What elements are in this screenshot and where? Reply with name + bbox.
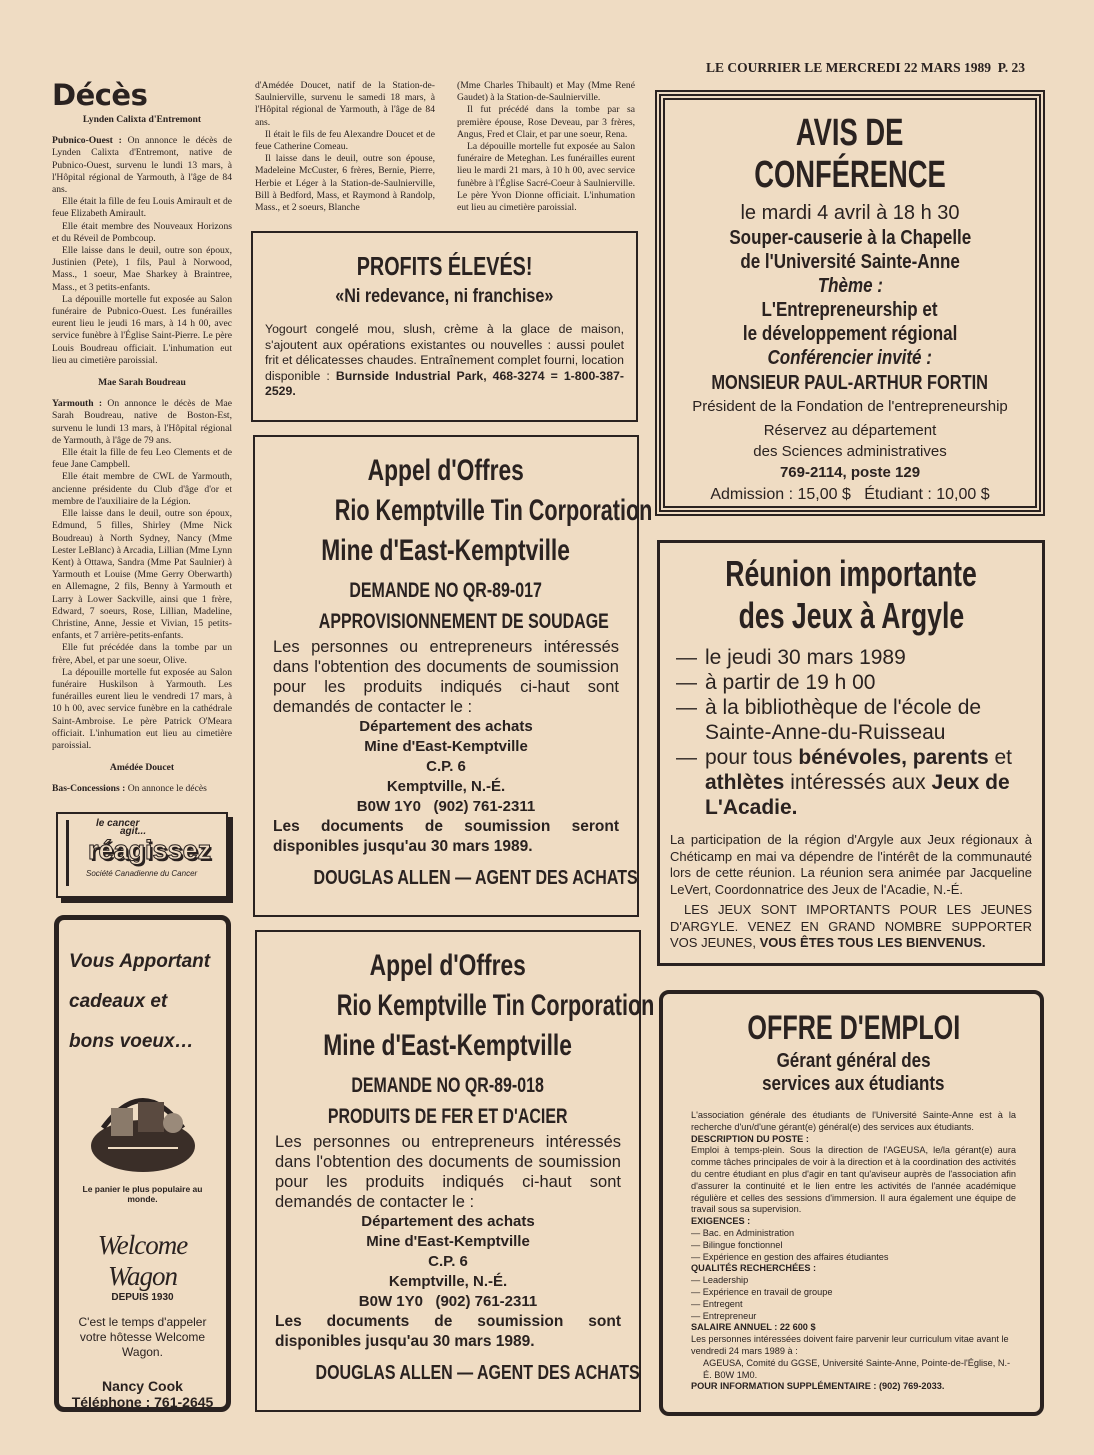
- quality: — Expérience en travail de groupe: [691, 1286, 833, 1297]
- reunion-item-text: le jeudi 30 mars 1989: [705, 646, 906, 669]
- emploi-desc: Emploi à temps-plein. Sous la direction de l'AGEUSA, le/la gérant(e) aura comme tâches principales de voir à la direction et à la coordination des activités du centre étudiant en plus d'agir en tant qu'aviseur auprès de l'association afin d'assurer la continuité et le lien entre les activités de l'année académique régulière et celles des sessions d'immersion. Il aura également une équipe de travail sous sa supervision.: [691, 1145, 1016, 1215]
- reunion-title: des Jeux à Argyle: [738, 595, 964, 636]
- page-header: [706, 60, 1025, 76]
- reunion-item-text: à partir de 19 h 00: [705, 671, 876, 694]
- address-line: B0W 1Y0 (902) 761-2311: [358, 1293, 538, 1310]
- tagline-line: Vous Apportant: [69, 951, 211, 972]
- obit-para: Elle fut précédée dans la tombe par un frère, Abel, et par une soeur, Olive.: [52, 642, 232, 666]
- avis-date: le mardi 4 avril à 18 h 30: [740, 202, 960, 224]
- appel-availability: Les documents de soumission sont disponibles jusqu'au 30 mars 1989.: [275, 1313, 621, 1350]
- obit-para: [52, 783, 232, 795]
- salary: SALAIRE ANNUEL : 22 600 $: [691, 1322, 816, 1333]
- appel-demande: DEMANDE NO QR-89-017: [349, 579, 543, 602]
- obit-para: Elle était membre des Nouveaux Horizons et du Réveil de Pombcoup.: [52, 220, 232, 244]
- appel-demande: DEMANDE NO QR-89-018: [351, 1074, 545, 1097]
- avis-guest: MONSIEUR PAUL-ARTHUR FORTIN: [711, 372, 989, 394]
- reunion-title: Réunion importante: [725, 553, 977, 594]
- emploi-subtitle: services aux étudiants: [762, 1073, 945, 1095]
- obit-text: On annonce le décès de Mae Sarah Boudreau, native de Boston-Est, survenu le lundi 13 mars, à l'Hôpital régional de Yarmouth, à l'âge de 79 ans.: [52, 398, 233, 446]
- desc-label: DESCRIPTION DU POSTE :: [691, 1133, 809, 1144]
- cancer-ad-line1: le cancer: [96, 818, 140, 829]
- req-label: EXIGENCES :: [691, 1216, 751, 1227]
- hostess-phone: Téléphone : 761-2645: [71, 1394, 214, 1410]
- obit-continued-b: [457, 80, 635, 214]
- avis-reservation: des Sciences administratives: [753, 443, 947, 460]
- obit-para: (Mme Charles Thibault) et May (Mme René Gaudet) à la Station-de-Saulnierville.: [457, 80, 635, 104]
- avis-phone: 769-2114, poste 129: [779, 464, 921, 481]
- address-line: C.P. 6: [428, 1253, 468, 1270]
- emploi-subtitle: Gérant général des: [776, 1050, 931, 1072]
- obit-place: Yarmouth :: [52, 398, 103, 410]
- reunion-item: — à la bibliothèque de l'école de Sainte-Anne-du-Ruisseau: [676, 695, 1032, 745]
- hostess-name: Nancy Cook: [102, 1378, 183, 1394]
- address-line: Mine d'East-Kemptville: [364, 738, 528, 755]
- profits-contact: Burnside Industrial Park, 468-3274 = 1-800-387-2529.: [265, 368, 624, 398]
- obit-para: La dépouille mortelle fut exposée au Salon funéraire de Meteghan. Les funérailles eurent lieu le mardi 21 mars, à 10 h 00, avec service funèbre à l'Église Sacré-Coeur à Saulnierville. Le père Yvon Dionne officiait. L'inhumation eut lieu au cimetière paroissial.: [457, 141, 635, 214]
- reunion-caps: LES JEUX SONT IMPORTANTS POUR LES JEUNES D'ARGYLE. VENEZ EN GRAND NOMBRE SUPPORTER VOS JEUNES, VOUS ÊTES TOUS LES BIENVENUS.: [670, 902, 1032, 950]
- offre-emploi-ad: [659, 990, 1044, 1416]
- quality: — Entregent: [691, 1298, 743, 1309]
- cancer-ad-org: Société Canadienne du Cancer: [86, 869, 198, 878]
- obit-place: Bas-Concessions :: [52, 783, 126, 795]
- reunion-body: La participation de la région d'Argyle aux Jeux régionaux à Chéticamp en mai va dépendre de l'intérêt de la communauté lors de cette réunion. La réunion sera animée par Jacqueline LeVert, Coordonnatrice des Jeux de l'Acadie, N.-É.: [670, 832, 1032, 897]
- obit-para: d'Amédée Doucet, natif de la Station-de-Saulnierville, survenu le samedi 18 mars, à l'Hôpital régional de Yarmouth, à l'âge de 84 ans.: [255, 80, 435, 128]
- quality: — Entrepreneur: [691, 1310, 757, 1321]
- address-line: Mine d'East-Kemptville: [366, 1233, 530, 1250]
- obit-para: Il était le fils de feu Alexandre Doucet et de feue Catherine Comeau.: [255, 128, 435, 153]
- appel-availability: Les documents de soumission seront disponibles jusqu'au 30 mars 1989.: [273, 818, 619, 855]
- welcome-wagon-ad: [54, 915, 231, 1412]
- reunion-item: — le jeudi 30 mars 1989: [676, 646, 906, 669]
- gift-basket-image: [83, 1078, 203, 1178]
- profits-body: [265, 322, 624, 400]
- appel-body: Les personnes ou entrepreneurs intéressés dans l'obtention des documents de soumission pour les produits indiqués ci-haut sont demandés de contacter le :: [273, 638, 619, 716]
- appel-title: Appel d'Offres: [369, 949, 527, 982]
- welcome-tagline: [69, 942, 216, 1062]
- requirement: — Bilingue fonctionnel: [691, 1239, 783, 1250]
- obit-para: Elle était la fille de feu Leo Clements et de feue Jane Campbell.: [52, 447, 232, 471]
- qual-label: QUALITÉS RECHERCHÉES :: [691, 1263, 817, 1274]
- address-line: Kemptville, N.-É.: [386, 778, 506, 795]
- appel-offres-ad-2: [255, 930, 655, 1412]
- avis-prices: Admission : 15,00 $ Étudiant : 10,00 $: [710, 486, 990, 503]
- reunion-item: — pour tous bénévoles, parents et athlètes intéressés aux Jeux de L'Acadie.: [676, 745, 1032, 820]
- obit-para: La dépouille mortelle fut exposée au Salon funéraire Huskilson à Yarmouth. Les funérailles eurent lieu le vendredi 17 mars, à 10 h 00, avec service funèbre en la cathédrale Saint-Ambroise. Le père Patrick O'Meara officiait. L'inhumation eut lieu au cimetière paroissial.: [52, 666, 232, 751]
- cancer-society-ad: [56, 812, 228, 898]
- avis-reservation: Réservez au département: [763, 422, 937, 439]
- avis-conference-ad: [655, 90, 1045, 516]
- obit-para: [52, 135, 232, 196]
- avis-theme: le développement régional: [742, 323, 958, 345]
- address-line: C.P. 6: [426, 758, 466, 775]
- appel-product: PRODUITS DE FER ET D'ACIER: [328, 1105, 568, 1128]
- emploi-body: [691, 1110, 1016, 1393]
- requirement: — Bac. en Administration: [691, 1227, 795, 1238]
- caduceus-icon: [66, 820, 69, 886]
- address-line: Département des achats: [361, 1213, 535, 1230]
- appel-agent: DOUGLAS ALLEN — AGENT DES ACHATS: [315, 1362, 640, 1384]
- avis-venue: de l'Université Sainte-Anne: [740, 251, 960, 273]
- obit-para: Il laisse dans le deuil, outre son épouse, Madeleine McCuster, 6 frères, Bernie, Pierre, Herbie et Léger à la Station-de-Saulnierville, Bill à Bedford, Mass, et Raymond à Randolp, Mass., et 2 soeurs, Blanche: [255, 153, 435, 214]
- obit-para: Il fut précédé dans la tombe par sa première épouse, Rose Deveau, par 3 frères, Angus, Fred et Clair, et par une soeur, Rena.: [457, 104, 635, 140]
- tagline-line: cadeaux et: [69, 991, 168, 1012]
- appel-body: Les personnes ou entrepreneurs intéressés dans l'obtention des documents de soumission pour les produits indiqués ci-haut sont demandés de contacter le :: [275, 1133, 621, 1211]
- apply-text: Les personnes intéressées doivent faire parvenir leur curriculum vitae avant le vendredi 24 mars 1989 à :: [691, 1334, 1009, 1356]
- obit-name: Amédée Doucet: [109, 762, 175, 774]
- appel-mine: Mine d'East-Kemptville: [321, 534, 571, 567]
- masthead: LE COURRIER LE MERCREDI 22 MARS 1989: [706, 60, 992, 75]
- obit-text: On annonce le décès de Lynden Calixta d'Entremont, native de Pubnico-Ouest, survenu le lundi 13 mars, à l'Hôpital régional de Yarmouth, à l'âge de 84 ans.: [52, 135, 232, 196]
- appel-title: Appel d'Offres: [367, 454, 525, 487]
- avis-venue: Souper-causerie à la Chapelle: [729, 227, 971, 249]
- obit-place: Pubnico-Ouest :: [52, 135, 122, 147]
- requirement: — Expérience en gestion des affaires étudiantes: [691, 1251, 889, 1262]
- cancer-ad-line2: agit...: [120, 826, 147, 837]
- obit-para: Elle était membre de CWL de Yarmouth, ancienne présidente du Club d'âge d'or et membre de l'auxiliaire de la Légion.: [52, 471, 232, 507]
- avis-theme-label: Thème :: [817, 275, 883, 297]
- obit-name: Lynden Calixta d'Entremont: [82, 114, 202, 125]
- reunion-item-text: pour tous bénévoles, parents et athlètes intéressés aux Jeux de L'Acadie.: [705, 746, 1013, 819]
- quality: — Leadership: [691, 1275, 749, 1286]
- appel-offres-ad-1: [253, 435, 653, 917]
- welcome-body: C'est le temps d'appeler votre hôtesse Welcome Wagon.: [78, 1315, 207, 1359]
- reunion-jeux-ad: [657, 540, 1045, 966]
- basket-caption: Le panier le plus populaire au monde.: [82, 1184, 203, 1204]
- profits-ad: [251, 231, 638, 422]
- appel-company: Rio Kemptville Tin Corporation: [336, 989, 655, 1022]
- apply-address: AGEUSA, Comité du GGSE, Université Sainte-Anne, Pointe-de-l'Église, N.-É. B0W 1M0.: [703, 1357, 1011, 1380]
- appel-product: APPROVISIONNEMENT DE SOUDAGE: [318, 610, 609, 633]
- address-line: Kemptville, N.-É.: [388, 1273, 508, 1290]
- appel-mine: Mine d'East-Kemptville: [323, 1029, 573, 1062]
- profits-title: PROFITS ÉLEVÉS!: [356, 251, 533, 281]
- obit-para: [52, 398, 232, 447]
- obit-text: On annonce le décès: [127, 783, 207, 795]
- avis-title-line1: AVIS DE: [796, 112, 904, 154]
- reunion-details: [670, 645, 1032, 820]
- obit-para: Elle laisse dans le deuil, outre son époux, Edmund, 5 filles, Shirley (Mme Nick Boudreau) à North Sydney, Nancy (Mme Lester LeBlanc) à Arcadia, Lillian (Mme Lynn Kent) à Ottawa, Sandra (Mme Pat Saulnier) à Yarmouth et Louise (Mme Gerry Oberwarth) en Allemagne, 2 fils, Benny à Yarmouth et Larry à Lower Sackville, ainsi que 1 frère, Edward, 7 soeurs, Rose, Lillian, Madeline, Christine, Anne, Jessie et Vivian, 15 petits-enfants, et 7 arrière-petits-enfants.: [52, 508, 232, 642]
- welcome-wagon-logo: Welcome Wagon: [97, 1230, 188, 1291]
- address-line: B0W 1Y0 (902) 761-2311: [356, 798, 536, 815]
- emploi-title: OFFRE D'EMPLOI: [747, 1009, 960, 1047]
- deces-title: Décès: [52, 78, 148, 112]
- avis-guest-label: Conférencier invité :: [767, 347, 933, 369]
- avis-guest-role: Président de la Fondation de l'entrepreneurship: [692, 398, 1008, 415]
- obit-para: Elle était la fille de feu Louis Amirault et de feue Elizabeth Amirault.: [52, 196, 232, 220]
- appel-address: [273, 717, 619, 817]
- profits-subtitle: «Ni redevance, ni franchise»: [335, 286, 554, 307]
- obit-name: Mae Sarah Boudreau: [98, 377, 186, 389]
- profits-text: Yogourt congelé mou, slush, crème à la glace de maison, s'ajoutent aux opérations existantes ou nouvelles : aussi poulet frit et délicatesses chaudes. Entraînement complet fourni, location disponible :: [265, 322, 624, 383]
- obit-para: Elle laisse dans le deuil, outre son époux, Justinien (Pete), 1 fils, Paul à Norwood, Mass., 1 soeur, Mae Sharkey à Braintree, Mass., et 3 petits-enfants.: [52, 245, 232, 293]
- deces-column: [52, 78, 232, 796]
- info-line: POUR INFORMATION SUPPLÉMENTAIRE : (902) 769-2033.: [691, 1381, 945, 1392]
- appel-agent: DOUGLAS ALLEN — AGENT DES ACHATS: [313, 867, 638, 889]
- obit-continued-a: [255, 80, 435, 214]
- reunion-item: — à partir de 19 h 00: [676, 671, 876, 694]
- cancer-ad-slogan: réagissez: [88, 835, 212, 865]
- since-label: DEPUIS 1930: [111, 1292, 174, 1303]
- page-number: P. 23: [997, 60, 1026, 75]
- appel-address: [275, 1212, 621, 1312]
- appel-company: Rio Kemptville Tin Corporation: [334, 494, 653, 527]
- obituaries: [52, 114, 232, 796]
- emploi-intro: L'association générale des étudiants de l'Université Sainte-Anne est à la recherche d'un/d'une gérant(e) général(e) des services aux étudiants.: [691, 1110, 1016, 1132]
- address-line: Département des achats: [359, 718, 533, 735]
- avis-title-line2: CONFÉRENCE: [754, 154, 946, 196]
- reunion-item-text: à la bibliothèque de l'école de Sainte-Anne-du-Ruisseau: [705, 696, 982, 744]
- obit-para: La dépouille mortelle fut exposée au Salon funéraire de Pubnico-Ouest. Les funérailles eurent lieu le jeudi 16 mars, à 14 h 00, avec service funèbre à l'Église Saint-Pierre. Le père Louis Boudreau officiait. L'inhumation eut lieu au cimetière paroissial.: [52, 293, 232, 366]
- avis-theme: L'Entrepreneurship et: [762, 299, 938, 321]
- tagline-line: bons voeux…: [69, 1031, 194, 1052]
